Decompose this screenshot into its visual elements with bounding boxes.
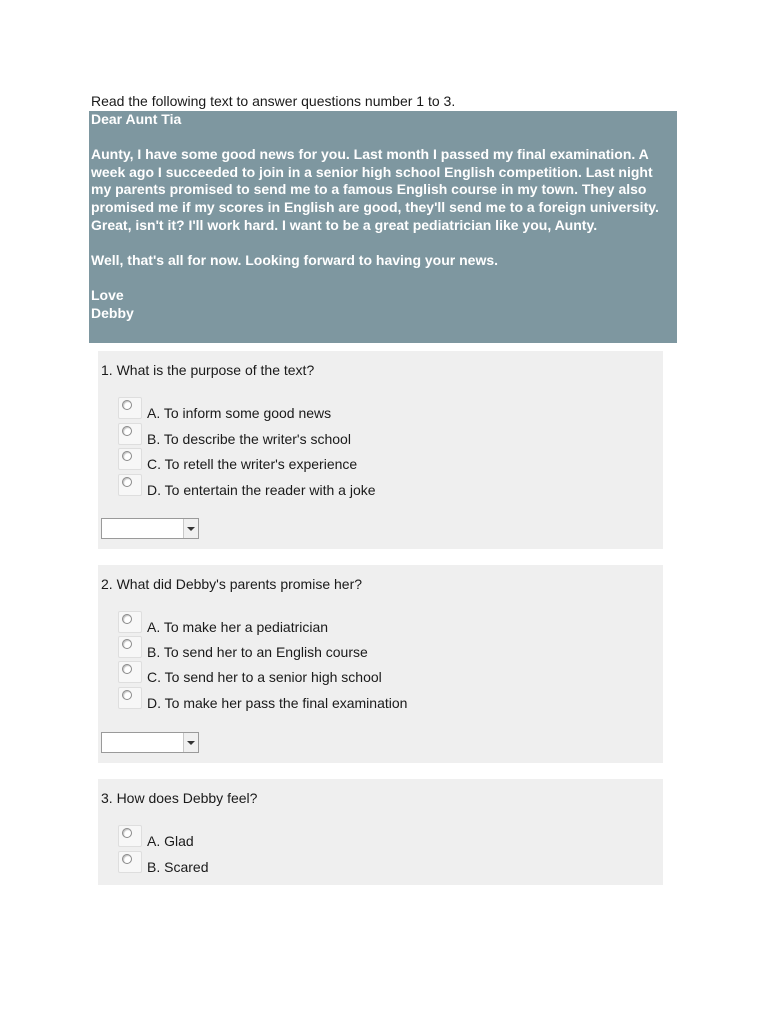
question-2-option-d[interactable] xyxy=(118,687,407,709)
question-1-panel xyxy=(98,351,663,549)
letter-closing-line: Well, that's all for now. Looking forward to having your news. xyxy=(91,251,499,268)
instruction-text: Read the following text to answer questions number 1 to 3. xyxy=(91,93,456,109)
radio-button[interactable] xyxy=(118,474,142,496)
option-label: B. To describe the writer's school xyxy=(147,431,351,447)
letter-signature: Debby xyxy=(91,304,134,321)
radio-button[interactable] xyxy=(118,825,142,847)
question-2-option-c[interactable] xyxy=(118,661,382,683)
question-2-panel xyxy=(98,565,663,763)
radio-button[interactable] xyxy=(118,611,142,633)
letter-passage xyxy=(89,111,677,343)
radio-button[interactable] xyxy=(118,661,142,683)
radio-button[interactable] xyxy=(118,448,142,470)
radio-button[interactable] xyxy=(118,851,142,873)
chevron-down-icon[interactable] xyxy=(183,519,198,538)
option-label: A. To inform some good news xyxy=(147,405,332,421)
question-2-text: 2. What did Debby's parents promise her? xyxy=(101,576,363,592)
option-label: C. To retell the writer's experience xyxy=(147,456,358,472)
question-2-option-b[interactable] xyxy=(118,636,368,658)
radio-button[interactable] xyxy=(118,636,142,658)
radio-button[interactable] xyxy=(118,397,142,419)
option-label: C. To send her to a senior high school xyxy=(147,669,382,685)
question-3-option-a[interactable] xyxy=(118,825,194,847)
radio-button[interactable] xyxy=(118,423,142,445)
chevron-down-icon[interactable] xyxy=(183,733,198,752)
radio-button[interactable] xyxy=(118,687,142,709)
option-label: B. Scared xyxy=(147,859,209,875)
question-1-option-b[interactable] xyxy=(118,423,351,445)
option-label: A. To make her a pediatrician xyxy=(147,619,329,635)
question-1-option-d[interactable] xyxy=(118,474,376,496)
question-3-panel xyxy=(98,779,663,885)
question-1-text: 1. What is the purpose of the text? xyxy=(101,362,315,378)
question-3-text: 3. How does Debby feel? xyxy=(101,790,258,806)
letter-greeting: Dear Aunt Tia xyxy=(91,111,182,127)
question-2-option-a[interactable] xyxy=(118,611,328,633)
letter-sign-off: Love xyxy=(91,286,124,303)
question-1-option-a[interactable] xyxy=(118,397,331,419)
option-label: D. To make her pass the final examination xyxy=(147,695,408,711)
option-label: A. Glad xyxy=(147,833,194,849)
letter-body: Aunty, I have some good news for you. Last month I passed my final examination. A week ago I succeeded to join in a senior high school English competition. Last night my parents promised to send me to a famous English course in my town. They also promised me if my scores in English are good, they'll send me to a foreign university. Great, isn't it? I'll work hard. I want to be a great pediatrician like you, Aunty. xyxy=(91,146,659,233)
option-label: D. To entertain the reader with a joke xyxy=(147,482,376,498)
question-1-option-c[interactable] xyxy=(118,448,357,470)
question-1-answer-select[interactable] xyxy=(101,518,199,539)
question-2-answer-select[interactable] xyxy=(101,732,199,753)
question-3-option-b[interactable] xyxy=(118,851,208,873)
option-label: B. To send her to an English course xyxy=(147,644,368,660)
